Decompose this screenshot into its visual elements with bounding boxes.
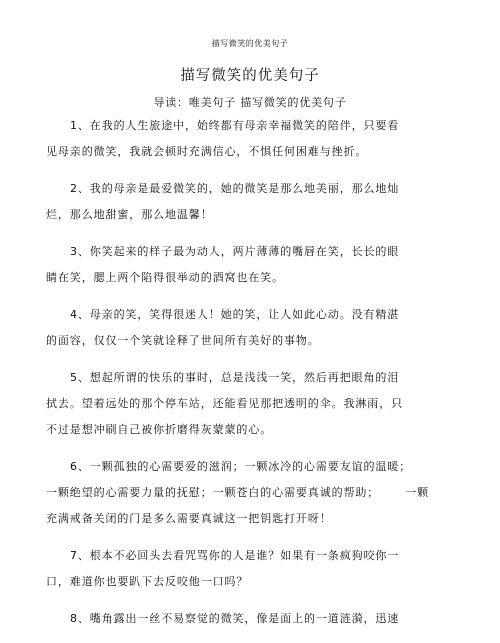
running-header: 描写微笑的优美句子 — [211, 39, 289, 48]
paragraph-4 — [46, 302, 460, 354]
paragraph-6 — [46, 454, 460, 532]
paragraph-8 — [46, 606, 460, 632]
paragraph-7 — [46, 543, 460, 595]
paragraph-line: 5、想起所谓的快乐的事时，总是浅浅一笑，然后再把眼角的泪 — [70, 371, 400, 384]
paragraph-1 — [46, 113, 460, 165]
paragraph-line: 不过是想冲刷自己被你折磨得灰蒙蒙的心。 — [46, 423, 273, 436]
paragraph-line: 充满戒备关闭的门是多么需要真诚这一把钥匙打开呀！ — [46, 512, 332, 525]
paragraph-line: 烂，那么地甜蜜，那么地温馨！ — [46, 208, 213, 221]
paragraph-line-text: 一颗绝望的心需要力量的抚慰；一颗苍白的心需要真诚的帮助； — [46, 486, 380, 499]
paragraph-line: 3、你笑起来的样子最为动人，两片薄薄的嘴唇在笑，长长的眼 — [70, 245, 400, 258]
paragraph-line: 1、在我的人生旅途中，始终都有母亲幸福微笑的陪伴，只要看 — [70, 119, 400, 132]
paragraph-5 — [46, 365, 460, 443]
paragraph-line: 4、母亲的笑，笑得很迷人！她的笑，让人如此心动。没有精湛 — [70, 308, 400, 321]
paragraph-line: 6、一颗孤独的心需要爱的滋润；一颗冰冷的心需要友谊的温暖； — [70, 460, 412, 473]
paragraph-line — [46, 480, 460, 506]
page-title: 描写微笑的优美句子 — [180, 68, 320, 84]
paragraph-line: 2、我的母亲是最爱微笑的，她的微笑是那么地美丽，那么地灿 — [70, 182, 400, 195]
body-text — [46, 113, 460, 643]
intro-line: 导读：唯美句子 描写微笑的优美句子 — [153, 96, 347, 109]
paragraph-line: 7、根本不必回头去看咒骂你的人是谁？如果有一条疯狗咬你一 — [70, 549, 400, 562]
paragraph-line-trailing: 一颗 — [405, 486, 430, 499]
paragraph-line: 8、嘴角露出一丝不易察觉的微笑，像是面上的一道涟漪，迅速 — [70, 612, 400, 625]
paragraph-2 — [46, 176, 460, 228]
paragraph-line: 睛在笑，腮上两个陷得很举动的酒窝也在笑。 — [46, 271, 284, 284]
paragraph-line: 口，难道你也要趴下去反咬他一口吗？ — [46, 575, 249, 588]
paragraph-line: 见母亲的微笑，我就会顿时充满信心，不惧任何困难与挫折。 — [46, 145, 368, 158]
paragraph-3 — [46, 239, 460, 291]
paragraph-line: 的面容，仅仅一个笑就诠释了世间所有美好的事物。 — [46, 334, 320, 347]
paragraph-line: 拭去。望着远处的那个停车站，还能看见那把透明的伞。我淋雨，只 — [46, 397, 403, 410]
